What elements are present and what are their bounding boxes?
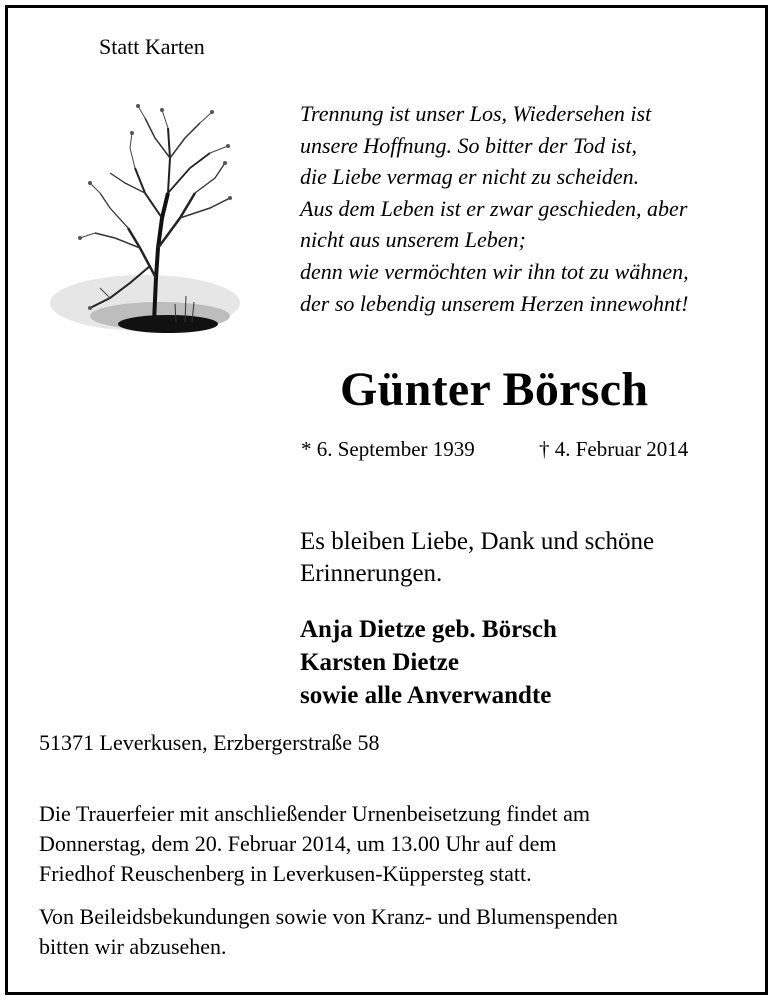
condolence-line: bitten wir abzusehen.: [39, 934, 227, 959]
ceremony-line: Friedhof Reuschenberg in Leverkusen-Küppersteg statt.: [39, 861, 532, 886]
ceremony-line: Donnerstag, dem 20. Februar 2014, um 13.00 Uhr auf dem: [39, 831, 557, 856]
birth-date: * 6. September 1939: [301, 437, 475, 461]
poem-line: unsere Hoffnung. So bitter der Tod ist,: [300, 132, 637, 158]
closing-line: Erinnerungen.: [300, 560, 443, 587]
poem-line: Aus dem Leben ist er zwar geschieden, aber: [300, 195, 688, 221]
poem-line: die Liebe vermag er nicht zu scheiden.: [300, 164, 640, 190]
mourner-name: sowie alle Anverwandte: [300, 682, 552, 709]
poem-line: denn wie vermöchten wir ihn tot zu wähnen,: [300, 258, 689, 284]
header-label: Statt Karten: [99, 34, 205, 59]
ceremony-line: Die Trauerfeier mit anschließender Urnenbeisetzung findet am: [39, 801, 591, 826]
ceremony-info: [39, 799, 759, 889]
poem-line: nicht aus unserem Leben;: [300, 227, 526, 253]
condolence-line: Von Beileidsbekundungen sowie von Kranz- und Blumenspenden: [39, 904, 618, 929]
mourners-list: [300, 613, 750, 712]
closing-line: Es bleiben Liebe, Dank und schöne: [300, 528, 655, 555]
address: 51371 Leverkusen, Erzbergerstraße 58: [39, 730, 380, 755]
mourner-name: Karsten Dietze: [300, 649, 459, 676]
death-date: † 4. Februar 2014: [539, 437, 689, 461]
tree-illustration: [50, 98, 260, 353]
closing-statement: [300, 526, 750, 590]
poem-line: Trennung ist unser Los, Wiedersehen ist: [300, 101, 652, 126]
condolence-note: [39, 902, 759, 962]
poem-line: der so lebendig unserem Herzen innewohnt!: [300, 290, 689, 316]
mourner-name: Anja Dietze geb. Börsch: [300, 616, 557, 643]
poem: [300, 98, 760, 319]
life-dates: [301, 437, 761, 467]
deceased-name: Günter Börsch: [340, 363, 649, 416]
